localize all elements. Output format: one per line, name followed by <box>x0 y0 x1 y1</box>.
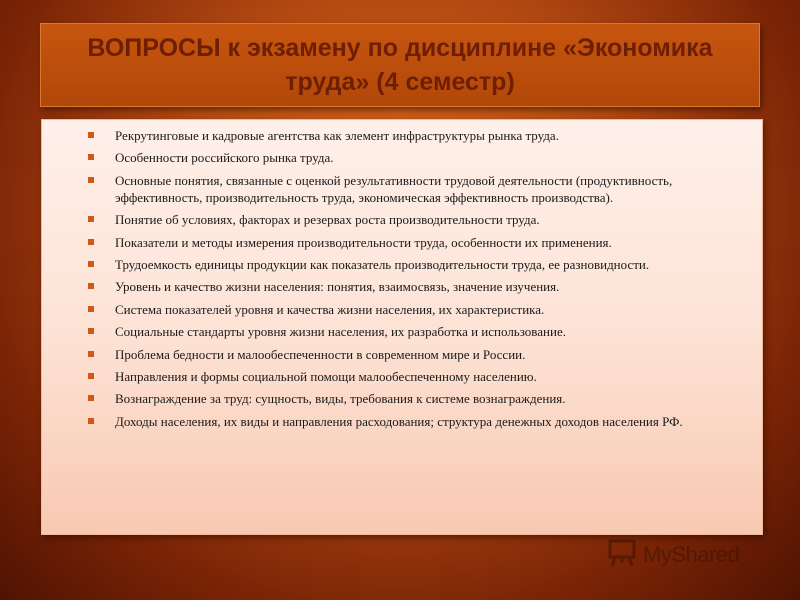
square-bullet-icon <box>88 306 94 312</box>
list-item <box>88 323 738 340</box>
square-bullet-icon <box>88 395 94 401</box>
watermark-logo <box>607 540 777 570</box>
list-item-text: Вознаграждение за труд: сущность, виды, требования к системе вознаграждения. <box>115 391 566 407</box>
list-item-text: Трудоемкость единицы продукции как показатель производительности труда, ее разновидности. <box>115 256 650 272</box>
square-bullet-icon <box>88 177 94 183</box>
square-bullet-icon <box>88 283 94 289</box>
list-item <box>88 127 738 144</box>
square-bullet-icon <box>88 154 94 160</box>
square-bullet-icon <box>88 328 94 334</box>
list-item-text: Показатели и методы измерения производительности труда, особенности их применения. <box>115 234 612 250</box>
list-item-text: Направления и формы социальной помощи малообеспеченному населению. <box>115 368 537 384</box>
list-item-text: Проблема бедности и малообеспеченности в современном мире и России. <box>115 346 526 362</box>
square-bullet-icon <box>88 239 94 245</box>
title-box <box>40 23 760 107</box>
list-item <box>88 172 738 206</box>
list-item <box>88 413 738 430</box>
list-item <box>88 346 738 363</box>
square-bullet-icon <box>88 261 94 267</box>
square-bullet-icon <box>88 351 94 357</box>
list-item <box>88 278 738 295</box>
list-item <box>88 149 738 166</box>
list-item <box>88 368 738 385</box>
list-item <box>88 301 738 318</box>
watermark-text: MyShared <box>643 542 740 567</box>
presentation-board-icon <box>607 539 637 572</box>
list-item-text: Доходы населения, их виды и направления расходования; структура денежных доходов населения РФ. <box>115 413 683 429</box>
square-bullet-icon <box>88 418 94 424</box>
content-box <box>41 119 763 535</box>
slide-title: ВОПРОСЫ к экзамену по дисциплине «Экономика труда» (4 семестр) <box>87 34 713 96</box>
square-bullet-icon <box>88 373 94 379</box>
list-item <box>88 234 738 251</box>
list-item-text: Система показателей уровня и качества жизни населения, их характеристика. <box>115 301 545 317</box>
list-item-text: Социальные стандарты уровня жизни населения, их разработка и использование. <box>115 324 566 340</box>
list-item-text: Основные понятия, связанные с оценкой результативности трудовой деятельности (продуктивность, эффективность, производительность труда, экономическая эффективность производства). <box>115 172 673 205</box>
square-bullet-icon <box>88 216 94 222</box>
list-item <box>88 390 738 407</box>
list-item <box>88 256 738 273</box>
square-bullet-icon <box>88 132 94 138</box>
list-item-text: Особенности российского рынка труда. <box>115 150 334 166</box>
list-item-text: Рекрутинговые и кадровые агентства как элемент инфраструктуры рынка труда. <box>115 128 559 143</box>
list-item-text: Понятие об условиях, факторах и резервах роста производительности труда. <box>115 212 540 228</box>
list-item-text: Уровень и качество жизни населения: понятия, взаимосвязь, значение изучения. <box>115 279 560 295</box>
list-item <box>88 211 738 228</box>
question-list <box>88 127 738 435</box>
